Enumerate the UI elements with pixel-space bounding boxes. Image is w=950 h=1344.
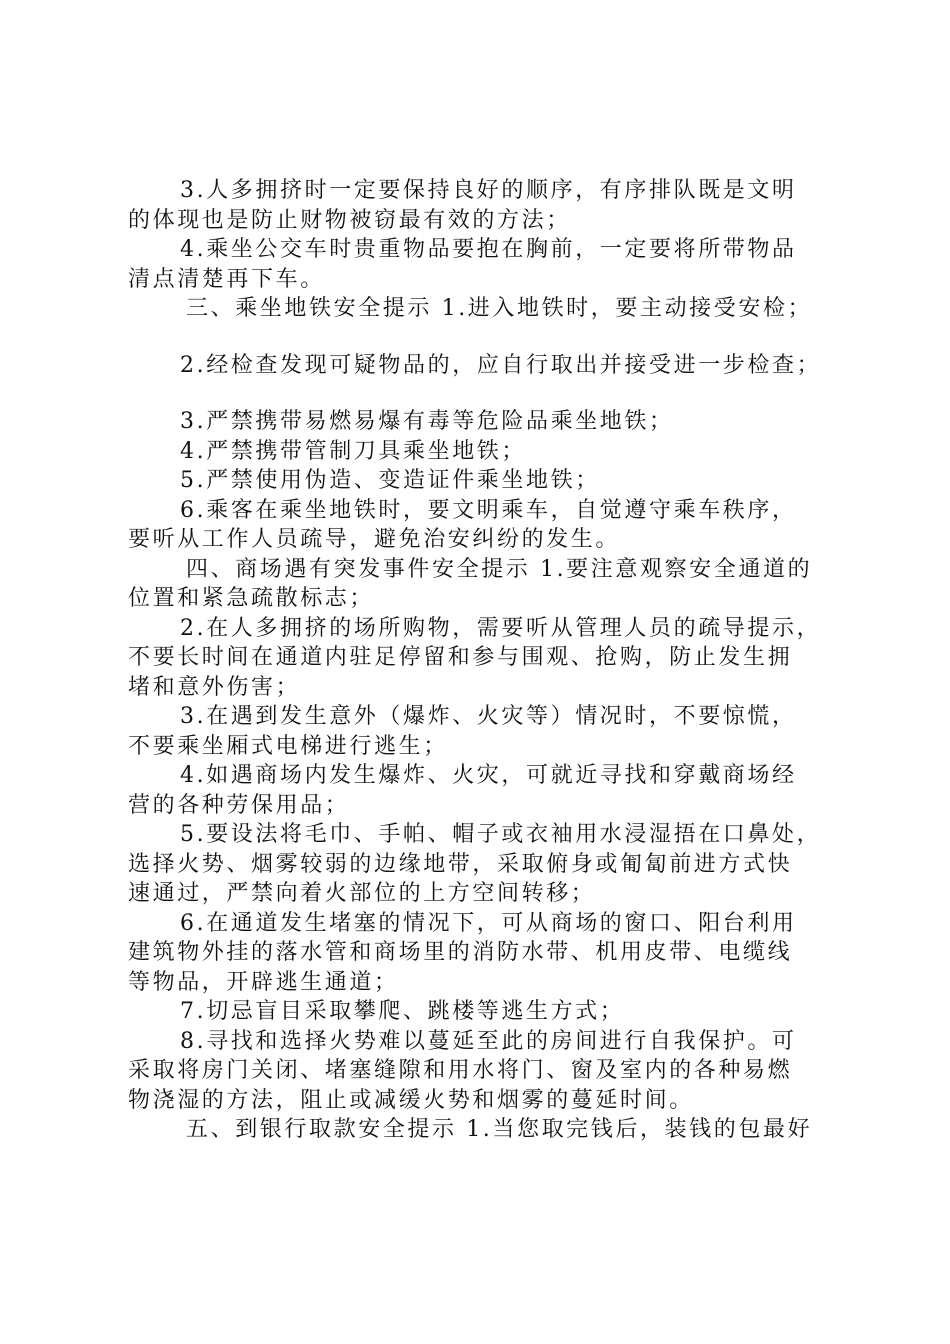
paragraph-line: 等物品，开辟逃生通道； (128, 969, 399, 995)
paragraph-line: 4.如遇商场内发生爆炸、火灾，可就近寻找和穿戴商场经 (180, 763, 797, 788)
blank-line (128, 380, 840, 407)
section-heading-line: 五、到银行取款安全提示 1.当您取完钱后，装钱的包最好 (186, 1117, 813, 1142)
paragraph-line: 不要长时间在通道内驻足停留和参与围观、抢购，防止发生拥 (128, 645, 793, 670)
paragraph-line: 2.在人多拥挤的场所购物，需要听从管理人员的疏导提示， (180, 615, 822, 641)
document-body (128, 176, 840, 1145)
paragraph-line: 堵和意外伤害； (128, 674, 301, 700)
paragraph-line: 8.寻找和选择火势难以蔓延至此的房间进行自我保护。可 (180, 1028, 797, 1054)
paragraph-line: 速通过，严禁向着火部位的上方空间转移； (128, 881, 596, 906)
paragraph-line: 7.切忌盲目采取攀爬、跳楼等逃生方式； (180, 999, 625, 1024)
paragraph-line: 3.人多拥挤时一定要保持良好的顺序，有序排队既是文明 (180, 178, 797, 203)
paragraph-line: 要听从工作人员疏导，避免治安纠纷的发生。 (128, 527, 621, 552)
paragraph-line: 3.严禁携带易燃易爆有毒等危险品乘坐地铁； (180, 409, 674, 434)
paragraph-line: 5.严禁使用伪造、变造证件乘坐地铁； (180, 468, 600, 493)
paragraph-line: 5.要设法将毛巾、手帕、帽子或衣袖用水浸湿捂在口鼻处， (180, 822, 822, 847)
paragraph-line: 采取将房门关闭、堵塞缝隙和用水将门、窗及室内的各种易燃 (128, 1058, 793, 1083)
paragraph-line: 不要乘坐厢式电梯进行逃生； (128, 733, 448, 759)
paragraph-line: 3.在遇到发生意外（爆炸、火灾等）情况时，不要惊慌， (180, 704, 797, 729)
paragraph-line: 选择火势、烟雾较弱的边缘地带，采取俯身或匍匐前进方式快 (128, 851, 793, 877)
paragraph-line: 6.乘客在乘坐地铁时，要文明乘车，自觉遵守乘车秩序， (180, 497, 797, 523)
paragraph-line: 清点清楚再下车。 (128, 266, 325, 292)
paragraph-line: 4.乘坐公交车时贵重物品要抱在胸前，一定要将所带物品 (180, 237, 797, 262)
paragraph-line: 2.经检查发现可疑物品的，应自行取出并接受进一步检查； (180, 352, 822, 378)
section-heading-line: 四、商场遇有突发事件安全提示 1.要注意观察安全通道的 (186, 556, 813, 582)
section-heading-line: 三、乘坐地铁安全提示 1.进入地铁时，要主动接受安检； (186, 296, 813, 321)
paragraph-line: 的体现也是防止财物被窃最有效的方法； (128, 207, 571, 233)
blank-line (128, 324, 840, 351)
paragraph-line: 物浇湿的方法，阻止或减缓火势和烟雾的蔓延时间。 (128, 1087, 694, 1113)
paragraph-line: 营的各种劳保用品； (128, 792, 350, 818)
paragraph-line: 4.严禁携带管制刀具乘坐地铁； (180, 438, 526, 464)
paragraph-line: 建筑物外挂的落水管和商场里的消防水带、机用皮带、电缆线 (128, 940, 793, 965)
paragraph-line: 6.在通道发生堵塞的情况下，可从商场的窗口、阳台利用 (180, 910, 797, 936)
paragraph-line: 位置和紧急疏散标志； (128, 586, 375, 611)
